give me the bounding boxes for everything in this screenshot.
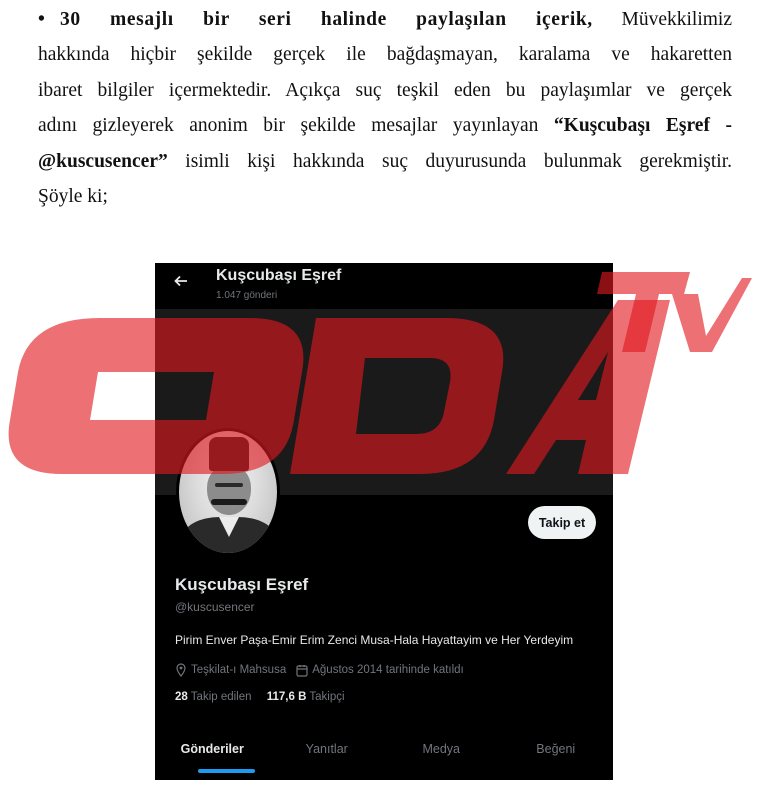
doc-line-1	[38, 2, 732, 37]
profile-joined	[296, 664, 464, 677]
calendar-icon	[296, 664, 308, 677]
active-tab-indicator	[198, 769, 255, 773]
location-text: Teşkilat-ı Mahsusa	[191, 664, 287, 676]
profile-location	[175, 663, 286, 677]
following-label: Takip edilen	[190, 691, 252, 703]
follow-button[interactable]: Takip et	[528, 506, 596, 539]
tab-likes[interactable]: Beğeni	[536, 742, 576, 756]
tab-posts[interactable]: Gönderiler	[180, 742, 244, 756]
following-link[interactable]	[175, 691, 252, 703]
doc-line-5-text: isimli kişi hakkında suç duyurusunda bulunmak gerekmiştir.	[167, 150, 732, 172]
profile-meta	[175, 663, 474, 677]
top-bar-name: Kuşcubaşı Eşref	[216, 267, 342, 284]
post-count: 1.047 gönderi	[216, 290, 278, 301]
followers-count: 117,6 B	[266, 691, 307, 703]
profile-top-bar	[155, 263, 613, 309]
profile-bio: Pirim Enver Paşa-Emir Erim Zenci Musa-Hala Hayattayim ve Her Yerdeyim	[175, 633, 574, 647]
doc-line-4-text: adını gizleyerek anonim bir şekilde mesajlar yayınlayan	[38, 115, 554, 137]
following-count: 28	[175, 691, 188, 703]
followers-link[interactable]	[267, 691, 345, 703]
doc-bold-heading: 30 mesajlı bir seri halinde paylaşılan içerik,	[60, 9, 593, 30]
doc-line-4	[38, 108, 732, 143]
location-pin-icon	[175, 663, 187, 677]
followers-label: Takipçi	[309, 691, 345, 703]
avatar-photo	[179, 431, 277, 553]
arrow-left-icon[interactable]	[173, 273, 189, 294]
doc-quoted-handle: @kuscusencer”	[38, 150, 168, 172]
bullet: •	[38, 9, 45, 30]
doc-line-3: ibaret bilgiler içermektedir. Açıkça suç teşkil eden bu paylaşımlar ve gerçek	[38, 79, 732, 101]
avatar[interactable]	[176, 428, 280, 556]
document-body	[38, 2, 732, 214]
joined-text: Ağustos 2014 tarihinde katıldı	[312, 664, 464, 676]
profile-stats	[175, 691, 357, 703]
doc-line-2: hakkında hiçbir şekilde gerçek ile bağdaşmayan, karalama ve hakaretten	[38, 44, 732, 66]
profile-name: Kuşcubaşı Eşref	[175, 575, 309, 594]
tab-replies[interactable]: Yanıtlar	[305, 742, 348, 756]
doc-line-1-rest: Müvekkilimiz	[592, 9, 732, 30]
doc-quoted-name: “Kuşcubaşı Eşref -	[553, 115, 732, 137]
doc-line-5	[38, 144, 732, 179]
tab-media[interactable]: Medya	[422, 742, 461, 756]
twitter-profile-screenshot	[155, 263, 613, 780]
profile-handle: @kuscusencer	[175, 600, 255, 614]
doc-line-6: Şöyle ki;	[38, 186, 108, 208]
